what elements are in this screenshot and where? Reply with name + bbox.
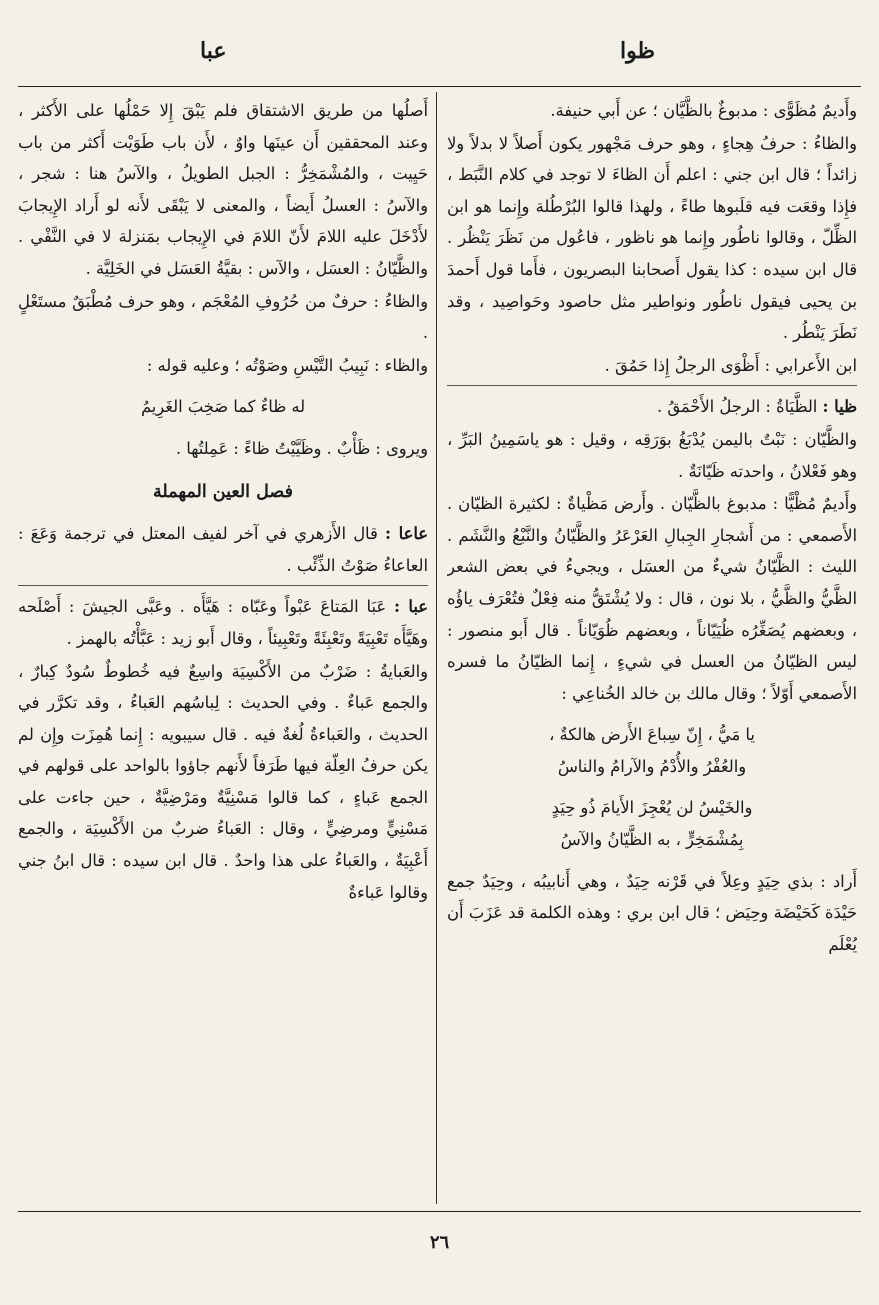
verse-line: والخَيْسُ لن يُعْجِزَ الأَيامَ ذُو حِيَدٍ [551, 798, 753, 818]
headword: عبا : [394, 597, 428, 617]
dictionary-paragraph [18, 518, 428, 581]
paragraph-text: والعَبايةُ : ضَرْبٌ من الأَكْسِيَة واسِعٌ فيه خُطوطٌ سُودٌ كِبارٌ ، والجمع عَباءٌ . وفي الحديث : لِباسُهم العَباءُ ، وقد تكرَّر في الحديث ، والعَباءةُ لُغةٌ فيه . قال سيبويه : إِنما هُمِزَت وإِن لم يكن حرفُ العِلّة فيها طَرَفاً لأَنهم جاؤوا بالواحد على قولهم في الجمع عَباءٍ ، كما قالوا مَسْنِيَّةٌ ومَرْضِيَّةٌ ، حين جاءت على مَسْنِيٍّ ومرضِيٍّ ، وقال : العَباءُ ضربٌ من الأَكْسِيَة ، والجمع أَعْبِيَةٌ ، والعَباءُ على هذا واحدٌ . قال ابن سيده : قال ابنُ جني وقالوا عَباءةٌ [18, 661, 428, 902]
verse [447, 792, 857, 855]
paragraph-text: ويروى : ظَأْبٌ . وظَيَّيْتُ ظاءً : عَمِلتُها . [175, 438, 428, 458]
verse-line: يا مَيُّ ، إِنّ سِباعَ الأَرض هالكةٌ ، [549, 725, 755, 745]
paragraph-text: عَبَا المَتاعَ عَبْواً وعَبّاه : هَيَّأَه . وعَبَّى الجيشَ : أَصْلَحه وهَيَّأَه تَعْبِيَةً وتَعْبِئَةً وتَعْبِيئاً ، وقال أَبو زيد : عَبَّأْتُه بالهمز . [18, 597, 428, 648]
paragraph-text: والظاء : نَبِيبُ التَّيْسِ وصَوْتُه ؛ وعليه قوله : [146, 355, 428, 375]
paragraph-text: والظَّيّان : نَبْتٌ باليمن يُدْبَغُ بوَرَقِه ، وقيل : هو ياسَمِينُ البَرِّ ، وهو فَعْلانُ ، واحدته ظَيّانَةٌ . [447, 429, 857, 481]
paragraph-text: الظَّيَاةُ : الرجلُ الأَحْمَقُ . [656, 397, 823, 417]
header-left-keyword: عبا [200, 38, 227, 64]
page-number: ٢٦ [429, 1232, 450, 1253]
dictionary-paragraph [447, 95, 857, 127]
dictionary-paragraph [447, 866, 857, 961]
section-title: فصل العين المهملة [153, 481, 293, 502]
dictionary-paragraph [447, 350, 857, 382]
header-right-keyword: ظوا [620, 38, 655, 64]
verse-line: له ظاءٌ كما صَخِبَ الغَرِيمُ [140, 397, 306, 417]
verse [18, 391, 428, 423]
page-header [0, 38, 879, 78]
column-divider [436, 92, 437, 1204]
paragraph-text: أَصلُها من طريق الاشتقاق فلم يَبْقَ إِلا حَمْلُها على الأَكثر ، وعند المحققين أَن عينَها واوٌ ، لأَن باب طَوَيْت أَكثر من باب حَيِيت ، والمُشْمَخِرُّ : الجبل الطويلُ ، والآسُ هنا : شجر ، والآسُ : العسلُ أَيضاً ، والمعنى لا يَبْقَى لأَنه لو أَراد الإِيجابَ لأَدْخَلَ عليه اللامَ لأَنّ اللامَ في الإِيجاب بمَنزلة لا في النَّفْي . والظَّيّانُ : العسَل ، والآس : بقيَّةُ العَسَل في الخَلِيَّة . [18, 101, 428, 278]
paragraph-text: أَراد : بذي حِيَدٍ وعِلاً في قَرْنه حِيَدٌ ، وهي أَنابيبُه ، وحِيَدٌ جمع حَيْدَة كَحَيْضَة وحِيَض ؛ قال ابن بري : وهذه الكلمة قد عَزَبَ أَن يُعْلَم [447, 871, 857, 954]
entry-separator [18, 585, 428, 586]
paragraph-text: وأَديمٌ مُظَوًّى : مدبوغٌ بالظَّيَّان ؛ عن أَبي حنيفة. [550, 101, 857, 120]
dictionary-paragraph [18, 95, 428, 285]
dictionary-paragraph [18, 350, 428, 382]
dictionary-paragraph [18, 591, 428, 654]
dictionary-paragraph [18, 286, 428, 349]
left-column [18, 95, 428, 1205]
headword: ظيا : [822, 397, 857, 417]
paragraph-text: قال الأَزهري في آخر لفيف المعتل في ترجمة وَعَعَ : العاعاءُ صَوْتُ الذِّئْب . [18, 524, 428, 575]
dictionary-paragraph [447, 128, 857, 349]
verse [447, 719, 857, 782]
dictionary-paragraph [447, 488, 857, 709]
paragraph-text: ابن الأَعرابي : أَظْوَى الرجلُ إِذا حَمُقَ . [604, 355, 857, 375]
verse-line: بِمُشْمَخِرٍّ ، به الظَّيّانُ والآسُ [560, 830, 744, 850]
dictionary-paragraph [18, 433, 428, 465]
paragraph-text: والظاءُ : حرفٌ من حُرُوفِ المُعْجَم ، وهو حرف مُطْبَقٌ مستَعْلٍ . [18, 291, 428, 343]
right-column [447, 95, 857, 1205]
paragraph-text: والظاءُ : حرفُ هِجاءٍ ، وهو حرف مَجْهور يكون أَصلاً لا بدلاً ولا زائداً ؛ قال ابن جني : اعلم أَن الظاءَ لا توجد في كلام النَّبَط ، فإِذا وقعَت فيه قلَبوها طاءً ، ولهذا قالوا البُرْطُلة وإِنما هو ابن الظِّلّ ، وقالوا ناطُور وإِنما هو ناظور ، فاعُول من نَظَرَ يَنْظُر . قال ابن سيده : كذا يقول أَصحابنا البصريون ، فأَما قول أَحمدَ بن يحيى فيقول ناطُور ونواطير مثل حاصود وحَواصِيد ، وقد نَطَرَ يَنْطُر . [447, 133, 857, 343]
bottom-rule [18, 1211, 861, 1212]
dictionary-paragraph [447, 424, 857, 487]
dictionary-paragraph [447, 391, 857, 423]
top-rule [18, 86, 861, 87]
paragraph-text: وأَديمٌ مُظْيًّا : مدبوغ بالظَّيّان . وأَرض مَظْياةٌ : لكثيرة الظيّان . الأَصمعي : من أَشجارِ الجِبالِ العَرْعَرُ والظَّيّانُ والنَّبْعُ والنَّشَم . الليث : الظَّيّانُ شيءٌ من العسَل ، ويجيءُ في بعض الشعر الظَّيُّ والظَّيُّ ، بلا نون ، قال : ولا يُشْتَقُّ منه فِعْلٌ فتُعْرَف ياؤُه ، وبعضهم يُصَغِّرُه ظُيَيّاناً ، وبعضهم ظُوَيّاناً . قال أَبو منصور : ليس الظيّانُ من العسل في شيءٍ ، إِنما الظيّانُ ما فسره الأَصمعي أَوّلاً ؛ وقال مالك بن خالد الخُناعِي : [447, 494, 857, 703]
dictionary-paragraph [18, 656, 428, 909]
headword: عاعا : [384, 524, 428, 544]
verse-line: والعُفْرُ والأُدْمُ والآرامُ والناسُ [557, 756, 747, 776]
entry-separator [447, 385, 857, 386]
